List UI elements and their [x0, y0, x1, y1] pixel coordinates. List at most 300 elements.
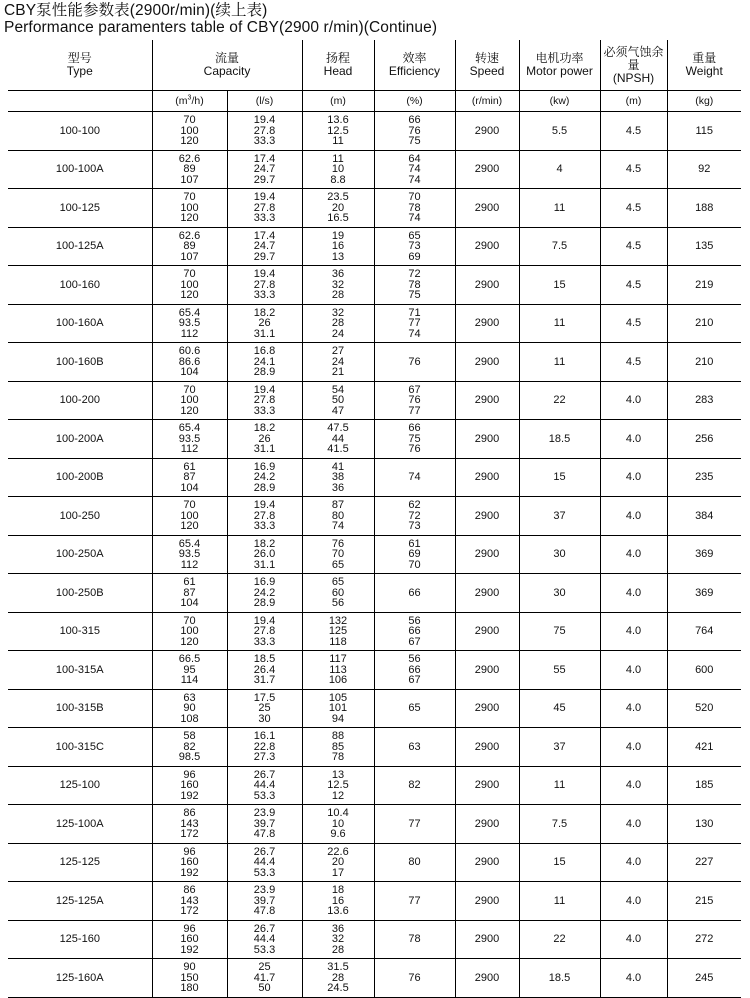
cell-ls-value: 27.8: [253, 625, 276, 637]
cell-m3h-value: 62.6: [178, 152, 201, 165]
cell-eff: [374, 805, 455, 844]
cell-eff-value: 82: [408, 779, 421, 791]
cell-ls-stack: [228, 189, 302, 227]
cell-speed: 2900: [455, 535, 519, 574]
cell-eff-stack: [375, 574, 455, 612]
cell-head-value: 28: [331, 971, 345, 984]
cell-head-stack: [303, 536, 374, 574]
cell-ls: [227, 266, 302, 305]
cell-npsh: 4.0: [600, 843, 667, 882]
cell-eff-stack: [375, 882, 455, 920]
cell-head-stack: [303, 420, 374, 458]
cell-head: [302, 420, 374, 459]
cell-ls-value: 27.8: [253, 394, 276, 406]
cell-m3h: [152, 304, 227, 343]
cell-head: [302, 535, 374, 574]
cell-m3h-value: 82: [183, 740, 196, 753]
cell-ls-value: 44.4: [253, 856, 276, 868]
cell-head-value: 12.5: [327, 779, 349, 791]
cell-m3h: [152, 805, 227, 844]
cell-eff-stack: [375, 112, 455, 150]
cell-eff: [374, 150, 455, 189]
cell-head-value: 27: [331, 345, 345, 357]
header-capacity-en: Capacity: [203, 64, 251, 78]
cell-eff-value: 73: [408, 240, 421, 252]
cell-ls-value: 23.9: [253, 807, 276, 819]
cell-npsh: 4.5: [600, 150, 667, 189]
cell-weight: 215: [667, 882, 741, 921]
cell-ls-stack: [228, 112, 302, 150]
cell-head-value: 16: [331, 240, 345, 252]
cell-power: 18.5: [519, 420, 600, 459]
cell-m3h-value: 61: [183, 460, 196, 473]
cell-head-value: 31.5: [327, 961, 349, 973]
cell-eff: [374, 612, 455, 651]
cell-m3h-value: 112: [180, 443, 199, 455]
cell-eff-value: 56: [408, 614, 421, 627]
cell-eff-stack: [375, 959, 455, 997]
cell-npsh: 4.5: [600, 304, 667, 343]
cell-eff-value: 66: [408, 625, 421, 637]
cell-m3h: [152, 497, 227, 536]
cell-head-stack: [303, 189, 374, 227]
cell-head-value: 12: [331, 789, 345, 802]
cell-head-value: 8.8: [330, 173, 346, 186]
cell-eff-value: 65: [408, 702, 421, 714]
cell-m3h-value: 104: [180, 366, 199, 378]
cell-ls-value: 16.9: [253, 576, 276, 588]
cell-eff: [374, 689, 455, 728]
cell-ls-value: 22.8: [253, 740, 276, 753]
cell-m3h-value: 93.5: [178, 432, 201, 445]
cell-power: 37: [519, 728, 600, 767]
cell-head-value: 18: [331, 884, 345, 896]
cell-ls-stack: [228, 574, 302, 612]
cell-head-value: 54: [331, 383, 345, 396]
cell-ls-value: 25: [258, 702, 271, 714]
header-speed: [455, 40, 519, 91]
cell-head-value: 78: [331, 751, 345, 763]
cell-m3h: [152, 959, 227, 998]
cell-m3h-stack: [153, 767, 227, 805]
cell-speed: 2900: [455, 843, 519, 882]
cell-ls-stack: [228, 536, 302, 574]
cell-m3h-stack: [153, 728, 227, 766]
cell-ls-value: 17.4: [253, 152, 276, 165]
cell-ls: [227, 920, 302, 959]
cell-eff-value: 66: [408, 422, 421, 434]
cell-m3h-value: 70: [183, 268, 196, 280]
cell-m3h: [152, 882, 227, 921]
cell-m3h-stack: [153, 459, 227, 497]
table-row: [8, 689, 741, 728]
cell-m3h-value: 65.4: [178, 306, 201, 319]
performance-table: [8, 40, 741, 998]
cell-weight: 600: [667, 651, 741, 690]
cell-type: 100-315: [8, 612, 152, 651]
cell-eff: [374, 843, 455, 882]
cell-power: 11: [519, 304, 600, 343]
cell-eff: [374, 381, 455, 420]
cell-head: [302, 689, 374, 728]
cell-ls-stack: [228, 613, 302, 651]
cell-head-value: 20: [331, 856, 345, 868]
cell-type: 100-160A: [8, 304, 152, 343]
cell-m3h: [152, 766, 227, 805]
cell-ls-value: 31.1: [253, 443, 276, 455]
cell-ls-stack: [228, 266, 302, 304]
cell-head-value: 36: [331, 481, 345, 494]
cell-head-value: 28: [331, 317, 345, 329]
cell-eff-value: 75: [408, 135, 421, 147]
table-row: [8, 882, 741, 921]
cell-type: 125-160: [8, 920, 152, 959]
cell-m3h-value: 172: [180, 905, 199, 917]
cell-head-value: 13.6: [327, 114, 349, 126]
cell-ls-value: 44.4: [253, 779, 276, 791]
header-row: [8, 40, 741, 91]
cell-ls-value: 26.0: [253, 548, 276, 560]
cell-ls-value: 18.5: [253, 653, 276, 665]
title-en: Performance paramenters table of CBY(2900 r/min)(Continue): [4, 19, 438, 36]
cell-eff: [374, 266, 455, 305]
cell-m3h-value: 93.5: [178, 317, 201, 329]
cell-m3h-stack: [153, 343, 227, 381]
cell-ls-value: 47.8: [253, 828, 276, 840]
title-cn: CBY泵性能参数表(2900r/min)(续上表): [4, 2, 268, 19]
cell-speed: 2900: [455, 612, 519, 651]
cell-ls-value: 47.8: [253, 905, 276, 917]
cell-ls: [227, 343, 302, 382]
header-npsh-cn: 必须气蚀余量: [603, 44, 664, 72]
cell-ls: [227, 112, 302, 151]
cell-npsh: 4.0: [600, 766, 667, 805]
cell-head-stack: [303, 767, 374, 805]
cell-ls-value: 19.4: [253, 499, 276, 511]
table-row: [8, 535, 741, 574]
cell-type: 100-100: [8, 112, 152, 151]
cell-npsh: 4.5: [600, 189, 667, 228]
cell-ls: [227, 574, 302, 613]
header-weight-cn: 重量: [692, 51, 717, 65]
cell-eff: [374, 189, 455, 228]
cell-head-value: 16: [331, 894, 345, 907]
cell-ls-value: 18.2: [253, 306, 276, 319]
cell-m3h-value: 100: [180, 201, 199, 214]
cell-npsh: 4.0: [600, 728, 667, 767]
cell-eff-value: 76: [408, 355, 421, 368]
cell-head-stack: [303, 882, 374, 920]
cell-eff-value: 75: [408, 289, 421, 301]
cell-eff-value: 77: [408, 404, 421, 417]
cell-eff-value: 72: [408, 268, 421, 280]
cell-head-stack: [303, 728, 374, 766]
cell-m3h-value: 66.5: [178, 653, 201, 665]
cell-power: 22: [519, 920, 600, 959]
cell-ls-value: 16.8: [253, 345, 276, 357]
cell-head-value: 21: [331, 366, 345, 378]
cell-weight: 256: [667, 420, 741, 459]
cell-m3h-value: 70: [183, 614, 196, 627]
cell-type: 100-250A: [8, 535, 152, 574]
cell-ls-value: 44.4: [253, 933, 276, 945]
cell-eff: [374, 920, 455, 959]
cell-ls: [227, 689, 302, 728]
cell-eff-value: 74: [408, 471, 421, 483]
cell-type: 100-315A: [8, 651, 152, 690]
cell-type: 125-100: [8, 766, 152, 805]
cell-speed: 2900: [455, 920, 519, 959]
cell-eff: [374, 304, 455, 343]
cell-ls: [227, 651, 302, 690]
cell-m3h-value: 96: [183, 845, 196, 858]
cell-type: 100-250B: [8, 574, 152, 613]
cell-head: [302, 882, 374, 921]
cell-ls-stack: [228, 228, 302, 266]
cell-head-value: 19: [331, 229, 345, 242]
cell-head: [302, 612, 374, 651]
cell-eff-value: 77: [408, 317, 421, 329]
cell-ls: [227, 497, 302, 536]
cell-ls-stack: [228, 728, 302, 766]
cell-head-value: 125: [328, 625, 348, 637]
cell-head: [302, 150, 374, 189]
cell-npsh: 4.0: [600, 689, 667, 728]
cell-m3h: [152, 343, 227, 382]
cell-speed: 2900: [455, 497, 519, 536]
cell-weight: 520: [667, 689, 741, 728]
cell-ls-value: 53.3: [253, 789, 276, 802]
cell-ls-value: 26.7: [253, 768, 276, 781]
cell-m3h-value: 180: [180, 982, 199, 994]
cell-power: 11: [519, 343, 600, 382]
cell-head: [302, 112, 374, 151]
cell-weight: 188: [667, 189, 741, 228]
cell-type: 100-250: [8, 497, 152, 536]
cell-ls-stack: [228, 420, 302, 458]
cell-head: [302, 843, 374, 882]
unit-pct: (%): [374, 91, 455, 112]
cell-head-value: 32: [331, 278, 345, 291]
cell-weight: 384: [667, 497, 741, 536]
cell-ls: [227, 805, 302, 844]
cell-m3h-value: 70: [183, 383, 196, 396]
header-type-en: Type: [66, 64, 93, 78]
cell-m3h: [152, 535, 227, 574]
cell-weight: 219: [667, 266, 741, 305]
cell-head-stack: [303, 690, 374, 728]
cell-m3h: [152, 112, 227, 151]
table-row: [8, 304, 741, 343]
cell-eff-stack: [375, 728, 455, 766]
cell-head-value: 56: [331, 597, 345, 609]
cell-ls: [227, 381, 302, 420]
cell-eff-value: 63: [408, 740, 421, 753]
cell-m3h-value: 120: [180, 135, 199, 147]
cell-speed: 2900: [455, 458, 519, 497]
cell-m3h-value: 100: [180, 625, 199, 637]
table-row: [8, 805, 741, 844]
cell-npsh: 4.5: [600, 343, 667, 382]
cell-weight: 210: [667, 343, 741, 382]
cell-m3h-value: 143: [180, 894, 199, 907]
cell-head-value: 28: [331, 943, 345, 956]
cell-m3h-stack: [153, 574, 227, 612]
table-row: [8, 843, 741, 882]
cell-eff-stack: [375, 382, 455, 420]
cell-eff-stack: [375, 459, 455, 497]
table-row: [8, 381, 741, 420]
cell-speed: 2900: [455, 304, 519, 343]
cell-head-stack: [303, 574, 374, 612]
cell-eff-stack: [375, 305, 455, 343]
cell-eff-value: 74: [408, 173, 421, 186]
cell-power: 18.5: [519, 959, 600, 998]
cell-speed: 2900: [455, 420, 519, 459]
table-row: [8, 574, 741, 613]
cell-eff: [374, 766, 455, 805]
cell-head-stack: [303, 959, 374, 997]
cell-ls-stack: [228, 690, 302, 728]
cell-ls-value: 28.9: [253, 366, 276, 378]
cell-type: 100-315B: [8, 689, 152, 728]
cell-ls-stack: [228, 459, 302, 497]
cell-m3h-value: 112: [180, 327, 199, 340]
cell-eff-value: 76: [408, 394, 421, 406]
cell-speed: 2900: [455, 150, 519, 189]
cell-ls-value: 28.9: [253, 481, 276, 494]
cell-type: 100-200B: [8, 458, 152, 497]
cell-eff-value: 78: [408, 933, 421, 945]
table-row: [8, 612, 741, 651]
cell-ls-value: 24.7: [253, 240, 276, 252]
cell-ls: [227, 458, 302, 497]
cell-ls-value: 33.3: [253, 289, 276, 301]
cell-eff-stack: [375, 228, 455, 266]
cell-head: [302, 266, 374, 305]
cell-head-value: 74: [331, 520, 345, 532]
cell-head-value: 10: [331, 817, 345, 830]
unit-kg: (kg): [667, 91, 741, 112]
cell-type: 125-125: [8, 843, 152, 882]
cell-head-value: 44: [331, 432, 345, 445]
table-row: [8, 651, 741, 690]
cell-m3h-stack: [153, 690, 227, 728]
cell-power: 45: [519, 689, 600, 728]
cell-ls-value: 26.4: [253, 663, 276, 676]
cell-m3h: [152, 612, 227, 651]
cell-speed: 2900: [455, 766, 519, 805]
cell-m3h-value: 70: [183, 191, 196, 203]
cell-weight: 283: [667, 381, 741, 420]
cell-ls-value: 31.7: [253, 674, 276, 686]
cell-m3h-value: 86.6: [178, 355, 201, 368]
cell-ls-value: 19.4: [253, 114, 276, 126]
cell-eff-stack: [375, 651, 455, 689]
cell-head-value: 47: [331, 404, 345, 417]
cell-npsh: 4.0: [600, 381, 667, 420]
cell-type: 100-125: [8, 189, 152, 228]
cell-head-value: 118: [329, 635, 347, 648]
cell-ls-value: 50: [258, 982, 271, 994]
cell-head-value: 60: [331, 586, 345, 599]
table-row: [8, 227, 741, 266]
cell-npsh: 4.5: [600, 112, 667, 151]
cell-head-value: 117: [329, 653, 347, 665]
cell-npsh: 4.0: [600, 420, 667, 459]
header-capacity: [152, 40, 302, 91]
cell-m3h-value: 192: [180, 789, 199, 802]
cell-weight: 115: [667, 112, 741, 151]
cell-head-value: 28: [331, 289, 345, 301]
cell-head: [302, 381, 374, 420]
cell-m3h-stack: [153, 305, 227, 343]
cell-head-value: 76: [331, 537, 345, 550]
cell-power: 4: [519, 150, 600, 189]
cell-m3h-value: 143: [180, 817, 199, 830]
cell-m3h-stack: [153, 844, 227, 882]
cell-head-value: 10: [331, 163, 345, 175]
cell-speed: 2900: [455, 189, 519, 228]
header-head: [302, 40, 374, 91]
cell-type: 100-125A: [8, 227, 152, 266]
cell-eff-value: 56: [408, 653, 421, 665]
cell-ls: [227, 189, 302, 228]
cell-eff-stack: [375, 343, 455, 381]
cell-m3h-value: 100: [180, 509, 199, 522]
cell-m3h-value: 160: [180, 856, 199, 868]
header-motor-cn: 电机功率: [535, 51, 584, 65]
cell-weight: 245: [667, 959, 741, 998]
cell-weight: 185: [667, 766, 741, 805]
cell-ls-stack: [228, 882, 302, 920]
cell-eff-stack: [375, 189, 455, 227]
cell-power: 15: [519, 843, 600, 882]
unit-rmin: (r/min): [455, 91, 519, 112]
cell-ls-value: 18.2: [253, 422, 276, 434]
cell-ls: [227, 612, 302, 651]
cell-ls: [227, 766, 302, 805]
cell-ls-value: 24.2: [253, 471, 276, 483]
header-speed-cn: 转速: [474, 51, 499, 65]
cell-head-stack: [303, 613, 374, 651]
cell-weight: 92: [667, 150, 741, 189]
header-motor-en: Motor power: [526, 64, 593, 78]
header-weight-en: Weight: [685, 64, 723, 78]
cell-m3h: [152, 920, 227, 959]
cell-weight: 130: [667, 805, 741, 844]
cell-m3h-value: 98.5: [178, 751, 201, 763]
cell-eff-value: 76: [408, 443, 421, 455]
title-block: [4, 2, 437, 36]
table-row: [8, 266, 741, 305]
cell-head: [302, 959, 374, 998]
table-row: [8, 420, 741, 459]
units-row: [8, 91, 741, 112]
cell-head: [302, 343, 374, 382]
cell-m3h-value: 87: [183, 586, 196, 599]
table-row: [8, 766, 741, 805]
cell-head-value: 41: [331, 460, 345, 473]
cell-eff-value: 69: [408, 548, 421, 560]
cell-head: [302, 189, 374, 228]
cell-power: 75: [519, 612, 600, 651]
cell-ls-value: 27.3: [253, 751, 276, 763]
cell-eff-stack: [375, 844, 455, 882]
cell-m3h-value: 107: [180, 250, 199, 263]
cell-eff-stack: [375, 613, 455, 651]
cell-power: 11: [519, 766, 600, 805]
